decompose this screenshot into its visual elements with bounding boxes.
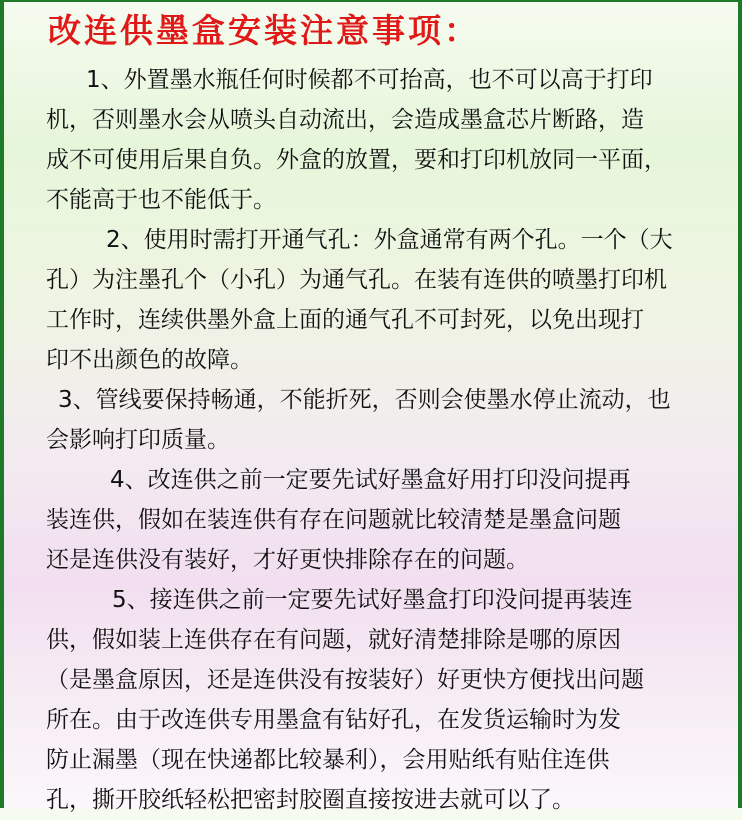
paragraph-2 bbox=[46, 220, 726, 380]
paragraph-line: （是墨盒原因，还是连供没有按装好）好更快方便找出问题 bbox=[46, 667, 644, 693]
page-title: 改连供墨盒安装注意事项： bbox=[48, 11, 480, 50]
paragraph-line: 1、外置墨水瓶任何时候都不可抬高，也不可以高于打印 bbox=[86, 67, 653, 93]
paragraph-line: 机，否则墨水会从喷头自动流出，会造成墨盒芯片断路，造 bbox=[46, 107, 644, 133]
notice-body bbox=[46, 60, 726, 820]
paragraph-5 bbox=[46, 580, 726, 820]
paragraph-line: 成不可使用后果自负。外盒的放置，要和打印机放同一平面， bbox=[46, 147, 667, 173]
paragraph-line: 印不出颜色的故障。 bbox=[46, 347, 253, 373]
paragraph-line: 孔）为注墨孔个（小孔）为通气孔。在装有连供的喷墨打印机 bbox=[46, 267, 667, 293]
paragraph-line: 5、接连供之前一定要先试好墨盒打印没问提再装连 bbox=[112, 587, 633, 613]
paragraph-3 bbox=[46, 380, 726, 460]
paragraph-line: 2、使用时需打开通气孔：外盒通常有两个孔。一个（大 bbox=[106, 227, 673, 253]
paragraph-line: 所在。由于改连供专用墨盒有钻好孔，在发货运输时为发 bbox=[46, 707, 621, 733]
paragraph-line: 4、改连供之前一定要先试好墨盒好用打印没问提再 bbox=[110, 467, 631, 493]
paragraph-line: 会影响打印质量。 bbox=[46, 427, 230, 453]
paragraph-line: 供，假如装上连供存在有问题，就好清楚排除是哪的原因 bbox=[46, 627, 621, 653]
paragraph-line: 不能高于也不能低于。 bbox=[46, 187, 276, 213]
paragraph-1 bbox=[46, 60, 726, 220]
paragraph-line: 孔，撕开胶纸轻松把密封胶圈直接按进去就可以了。 bbox=[46, 787, 575, 813]
paragraph-line: 工作时，连续供墨外盒上面的通气孔不可封死，以免出现打 bbox=[46, 307, 644, 333]
paragraph-line: 防止漏墨（现在快递都比较暴利），会用贴纸有贴住连供 bbox=[46, 747, 610, 773]
paragraph-4 bbox=[46, 460, 726, 580]
paragraph-line: 还是连供没有装好，才好更快排除存在的问题。 bbox=[46, 547, 529, 573]
paragraph-line: 装连供，假如在装连供有存在问题就比较清楚是墨盒问题 bbox=[46, 507, 621, 533]
paragraph-line: 3、管线要保持畅通，不能折死，否则会使墨水停止流动，也 bbox=[58, 387, 671, 413]
